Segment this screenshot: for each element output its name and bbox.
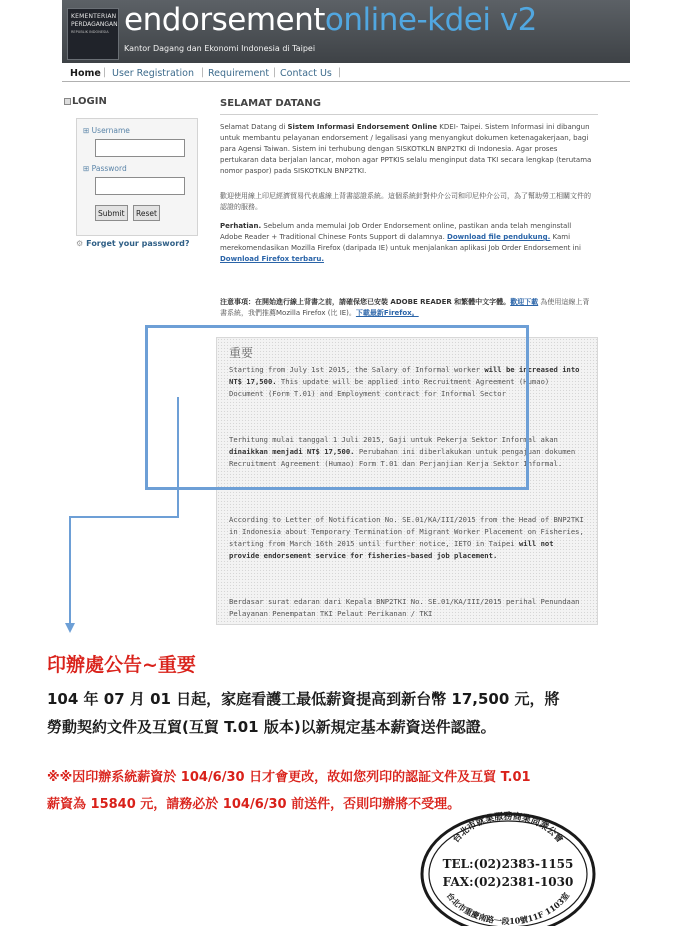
salary-en-a: Starting from July 1st 2015, the Salary of Informal worker [229,365,485,374]
stamp-arc-text: 台北市就業服務商業同業公會 [451,812,565,846]
announcement-warning-1: ※※因印辦系統薪資於 104/6/30 日才會更改，故如您列印的認証文件及互貿 T.01 [47,770,531,785]
forgot-password-text: Forget your password? [86,239,190,248]
username-label-text: Username [91,126,130,135]
site-title-part2: online-kdei v2 [324,2,537,38]
fisheries-en-b: will not provide endorsement service for fisheries-based job placement. [229,539,554,560]
login-title: LOGIN [72,96,107,107]
nav-separator: | [273,67,277,78]
welcome-text-c: KDEI- Taipei. Sistem Informasi ini dibangun untuk membantu pelayanan endorsement / legalisasi yang menyangkut dokumen ketenagakerjaan, bagi para Agensi Taiwan. Sistem ini terhubung dengan SISKOTKLN BNP2TKI di Indonesia. Agar proses pertukaran data berjalan lancar, mohon agar PPTKIS selalu menginput data TKI secara lengkap (terutama nomor paspor) pada SISKOTKLN BNP2TKI. [220,123,592,175]
nav-separator: | [201,67,205,78]
download-firefox-link[interactable]: Download Firefox terbaru. [220,255,325,263]
nav-home[interactable]: Home [70,68,101,79]
salary-en-b: will be increased into NT$ 17,500. [229,365,580,386]
gear-icon: ⚙ [76,239,84,248]
salary-id-c: Perubahan ini diberlakukan untuk pengajuan dokumen Recruitment Agreement (Humao) Form T.01 dan Perjanjian Kerja Sektor Informal. [229,447,576,468]
download-firefox-link-chinese[interactable]: 下載最新Firefox。 [355,309,419,317]
notice-attention: Perhatian. [220,222,262,230]
nav-requirement[interactable]: Requirement [208,68,270,79]
site-title-part1: endorsement [124,2,325,38]
password-label: ⊞ Password [83,164,127,173]
announcements-heading: 重要 [229,346,254,360]
system-name: Sistem Informasi Endorsement Online [287,123,438,131]
stamp-inner-ring [429,821,587,926]
stamp-tel: TEL:(02)2383-1155 [442,857,574,871]
association-stamp [419,804,597,926]
welcome-text-a: Selamat Datang di [220,123,288,131]
salary-id-b: dinaikkan menjadi NT$ 17,500. [229,447,355,456]
announcement-warning-2: 薪資為 15840 元，請務必於 104/6/30 前送件，否則印辦將不受理。 [47,797,461,812]
reset-button[interactable]: Reset [133,205,160,221]
notice-chinese-a: 注意事項：在開始進行線上背書之前，請確保您已安裝 ADOBE READER 和繁體中文字體。 [220,298,511,306]
nav-contact-us[interactable]: Contact Us [280,68,332,79]
logo-line-1: KEMENTERIAN [71,13,117,20]
announcement-title: 印辦處公告~重要 [47,654,196,676]
page-title: SELAMAT DATANG [220,98,321,109]
download-support-files-link[interactable]: Download file pendukung. [447,233,551,241]
site-subtitle: Kantor Dagang dan Ekonomi Indonesia di Taipei [124,44,316,53]
fisheries-en-a: According to Letter of Notification No. SE.01/KA/III/2015 from the Head of BNP2TKI in Indonesia about Temporary Termination of Migrant Worker Placement on Fisheries, starting from March 16th 2015 until further notice, IETO in Taipei [229,515,584,548]
stamp-fax: FAX:(02)2381-1030 [442,875,574,889]
submit-button[interactable]: Submit [95,205,128,221]
notice-text-b: Sebelum anda memulai Job Order Endorsement online, pastikan anda telah menginstall Adobe Reader + Traditional Chinese Fonts Support di dalamnya. [220,222,572,241]
username-label: ⊞ Username [83,126,130,135]
announcement-fisheries-indonesian: Berdasar surat edaran dari Kepala BNP2TKI No. SE.01/KA/III/2015 perihal Penundaan Pelayanan Penempatan TKI Pelaut Perikanan / TKI [229,597,580,618]
nav-separator: | [338,67,342,78]
stamp-address: 台北市重慶南路一段10號11F 1103室 [444,890,572,926]
notice-chinese-b: 為使用這線上背書系統，我們推薦Mozilla Firefox (比 IE)。 [220,298,590,317]
salary-id-a: Terhitung mulai tanggal 1 Juli 2015, Gaji untuk Pekerja Sektor Informal akan [229,435,558,444]
welcome-paragraph-chinese: 歡迎使用線上印尼經濟貿易代表處線上背書認證系統。這個系統針對仲介公司和印尼仲介公司，為了幫助勞工相關文件的認證的服務。 [220,192,591,211]
nav-separator: | [103,67,107,78]
announcement-line-2: 勞動契約文件及互貿(互貿 T.01 版本)以新規定基本薪資送件認證。 [47,718,496,736]
logo-line-3: REPUBLIK INDONESIA [71,30,109,34]
logo-line-2: PERDAGANGAN [71,21,118,28]
salary-en-c: This update will be applied into Recruitment Agreement (Humao) Document (Form T.01) and Employment contract for Informal Sector [229,377,550,398]
password-label-text: Password [91,164,127,173]
announcement-line-1: 104 年 07 月 01 日起，家庭看護工最低薪資提高到新台幣 17,500 元，將 [47,690,560,708]
nav-user-registration[interactable]: User Registration [112,68,194,79]
notice-text-c: Kami merekomendasikan Mozilla Firefox (daripada IE) untuk menjalankan aplikasi Job Order Endorsement ini [220,233,581,252]
download-link-chinese[interactable]: 歡迎下載 [510,298,539,306]
